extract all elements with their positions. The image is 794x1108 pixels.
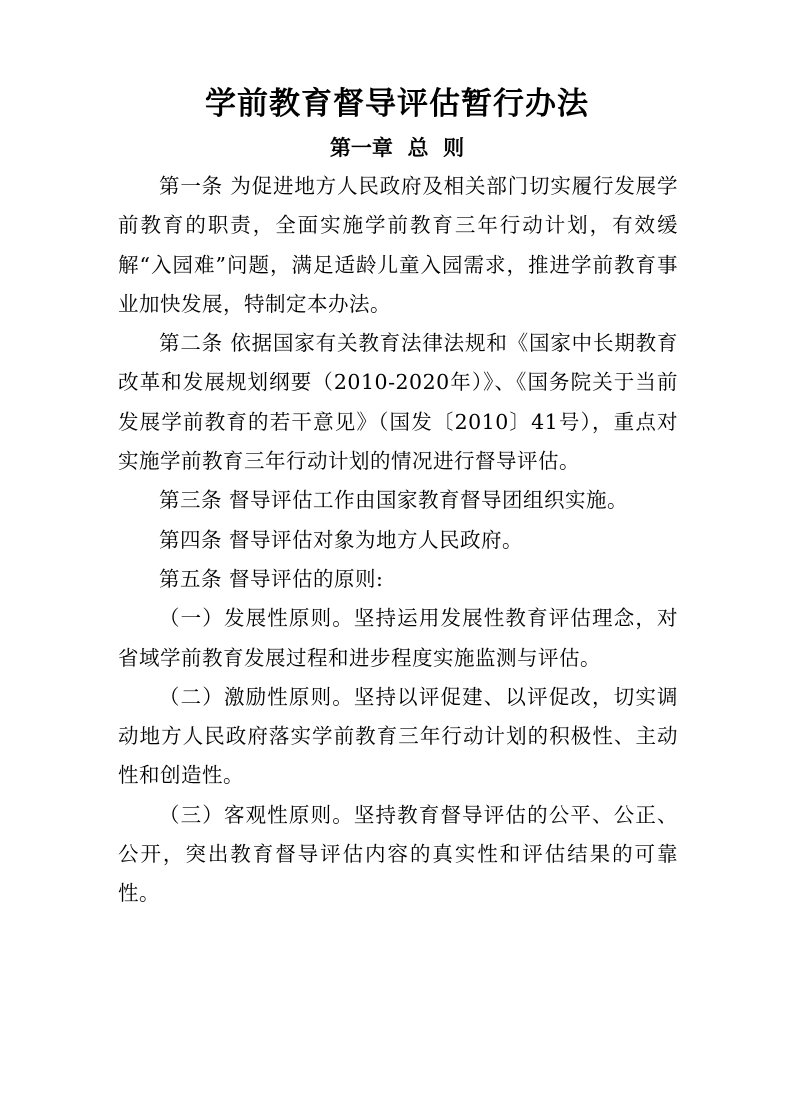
- principle-1-paragraph: （一）发展性原则。坚持运用发展性教育评估理念，对省域学前教育发展过程和进步程度实施监测与评估。: [118, 606, 678, 670]
- article-2-paragraph: 第二条 依据国家有关教育法律法规和《国家中长期教育改革和发展规划纲要（2010-2020年）》、《国务院关于当前发展学前教育的若干意见》（国发〔2010〕41号），重点对实施学前教育三年行动计划的情况进行督导评估。: [118, 331, 678, 474]
- document-body: [118, 167, 678, 914]
- principle-2-paragraph: （二）激励性原则。坚持以评促建、以评促改，切实调动地方人民政府落实学前教育三年行动计划的积极性、主动性和创造性。: [118, 684, 678, 788]
- article-1-paragraph: 第一条 为促进地方人民政府及相关部门切实履行发展学前教育的职责，全面实施学前教育三年行动计划，有效缓解“入园难”问题，满足适龄儿童入园需求，推进学前教育事业加快发展，特制定本办法。: [118, 174, 678, 316]
- principle-3-paragraph: （三）客观性原则。坚持教育督导评估的公平、公正、公开，突出教育督导评估内容的真实性和评估结果的可靠性。: [118, 802, 678, 906]
- article-3-paragraph: 第三条 督导评估工作由国家教育督导团组织实施。: [159, 488, 629, 513]
- document-title: 学前教育督导评估暂行办法: [205, 86, 589, 122]
- article-5-paragraph: 第五条 督导评估的原则:: [159, 566, 384, 591]
- article-4-paragraph: 第四条 督导评估对象为地方人民政府。: [159, 527, 524, 552]
- chapter-title: 第一章 总 则: [329, 135, 465, 160]
